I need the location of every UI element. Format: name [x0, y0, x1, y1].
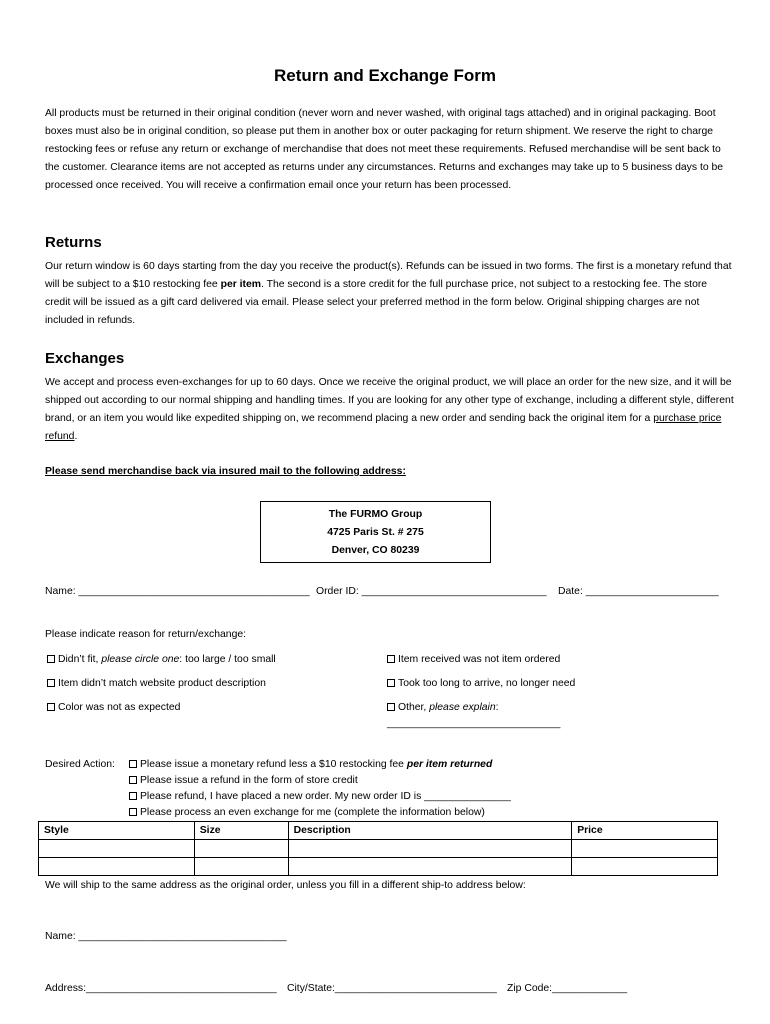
option-even-exchange[interactable] — [129, 807, 485, 818]
reason-label-italic: please circle one — [101, 654, 180, 665]
checkbox[interactable] — [129, 760, 137, 768]
checkbox[interactable] — [47, 679, 55, 687]
ship-note: We will ship to the same address as the original order, unless you fill in a different ship-to address below: — [45, 880, 526, 891]
shipto-name-field[interactable]: Name: ____________________________________ — [45, 931, 287, 942]
reason-label: : — [495, 702, 499, 713]
option-store-credit[interactable] — [129, 775, 358, 786]
shipto-city-state-field[interactable]: City/State:____________________________ — [287, 983, 497, 994]
option-label: Please process an even exchange for me (complete the information below) — [140, 807, 485, 818]
page-title: Return and Exchange Form — [274, 66, 496, 85]
table-cell[interactable] — [194, 858, 288, 876]
purchase-price-refund-text: purchase price refund — [45, 413, 722, 443]
checkbox[interactable] — [129, 792, 137, 800]
reason-didnt-fit[interactable] — [47, 654, 276, 665]
desired-action-label: Desired Action: — [45, 759, 115, 770]
option-label-bold-italic: per item returned — [406, 759, 493, 770]
returns-heading: Returns — [45, 234, 102, 251]
reason-wrong-item[interactable] — [387, 654, 560, 665]
option-label: Please issue a refund in the form of store credit — [140, 775, 358, 786]
checkbox[interactable] — [387, 655, 395, 663]
option-label: Please refund, I have placed a new order. My new order ID is _______________ — [140, 791, 511, 802]
checkbox[interactable] — [387, 679, 395, 687]
date-field[interactable]: Date: _______________________ — [558, 586, 719, 597]
option-label: Please issue a monetary refund less a $10 restocking fee — [140, 759, 407, 770]
table-row — [39, 858, 718, 876]
option-new-order-refund[interactable] — [129, 791, 511, 802]
exchanges-heading: Exchanges — [45, 350, 125, 367]
checkbox[interactable] — [47, 703, 55, 711]
returns-text-a: Our return window is 60 days starting from the day you receive the product(s). Refunds can be issued in two forms. The first is a monetary refund that will be subject to a $10 restocking fee — [45, 261, 732, 291]
reason-didnt-match-description[interactable] — [47, 678, 266, 689]
address-line-2: 4725 Paris St. # 275 — [327, 527, 424, 538]
reason-label: Took too long to arrive, no longer need — [398, 678, 576, 689]
order-id-field[interactable]: Order ID: ________________________________ — [316, 586, 547, 597]
returns-text-bold: per item — [220, 279, 262, 291]
table-cell[interactable] — [572, 840, 718, 858]
other-explain-field[interactable]: ______________________________ — [387, 718, 561, 729]
header-style: Style — [39, 822, 195, 840]
reason-color[interactable] — [47, 702, 180, 713]
table-header-row — [39, 822, 718, 840]
reason-label: : too large / too small — [179, 654, 276, 665]
table-cell[interactable] — [39, 858, 195, 876]
checkbox[interactable] — [129, 808, 137, 816]
intro-paragraph: All products must be returned in their original condition (never worn and never washed, with original tags attached) and in original packaging. Boot boxes must also be in original condition, so please put them in another box or outer packaging for return shipment. We reserve the right to charge restocking fees or refuse any return or exchange of merchandise that does not meet these requirements. Refused merchandise will be sent back to the customer. Clearance items are not accepted as returns under any circumstances. Returns and exchanges may take up to 5 business days to be processed once received. You will receive a confirmation email once your return has been processed. — [45, 108, 724, 192]
option-monetary-refund[interactable] — [129, 759, 492, 770]
reason-label: Other, — [398, 702, 430, 713]
reason-prompt: Please indicate reason for return/exchange: — [45, 629, 247, 640]
checkbox[interactable] — [129, 776, 137, 784]
table-cell[interactable] — [194, 840, 288, 858]
table-cell[interactable] — [572, 858, 718, 876]
returns-paragraph — [45, 258, 735, 330]
address-line-1: The FURMO Group — [328, 509, 423, 520]
mailing-address-box — [260, 501, 491, 563]
header-price: Price — [572, 822, 718, 840]
reason-other[interactable] — [387, 702, 499, 713]
shipto-address-field[interactable]: Address:_________________________________ — [45, 983, 277, 994]
address-line-3: Denver, CO 80239 — [331, 545, 420, 556]
table-cell[interactable] — [39, 840, 195, 858]
send-instruction: Please send merchandise back via insured mail to the following address: — [45, 466, 406, 477]
exchanges-text-b: . — [74, 431, 78, 443]
customer-name-field[interactable]: Name: ________________________________________ — [45, 586, 310, 597]
exchanges-paragraph — [45, 374, 735, 446]
reason-label: Didn’t fit, — [58, 654, 102, 665]
reason-label-italic: please explain — [429, 702, 496, 713]
table-cell[interactable] — [288, 840, 572, 858]
reason-label: Item received was not item ordered — [398, 654, 561, 665]
shipto-zip-field[interactable]: Zip Code:_____________ — [507, 983, 628, 994]
exchange-items-table — [38, 821, 718, 876]
reason-too-long-to-arrive[interactable] — [387, 678, 575, 689]
table-cell[interactable] — [288, 858, 572, 876]
header-description: Description — [288, 822, 572, 840]
returns-text-b: . The second is a store credit for the full purchase price, not subject to a restocking fee. The store credit will be issued as a gift card delivered via email. Please select your preferred method in the form below. Original shipping charges are not included in refunds. — [45, 279, 708, 327]
exchanges-text-a: We accept and process even-exchanges for up to 60 days. Once we receive the original product, we will place an order for the new size, and it will be shipped out according to our normal shipping and handling times. If you are looking for any other type of exchange, including a different style, different brand, or an item you would like expedited shipping on, we recommend placing a new order and sending back the original item for a — [45, 377, 734, 425]
reason-label: Item didn’t match website product description — [58, 678, 266, 689]
checkbox[interactable] — [387, 703, 395, 711]
checkbox[interactable] — [47, 655, 55, 663]
header-size: Size — [194, 822, 288, 840]
table-row — [39, 840, 718, 858]
reason-label: Color was not as expected — [58, 702, 181, 713]
